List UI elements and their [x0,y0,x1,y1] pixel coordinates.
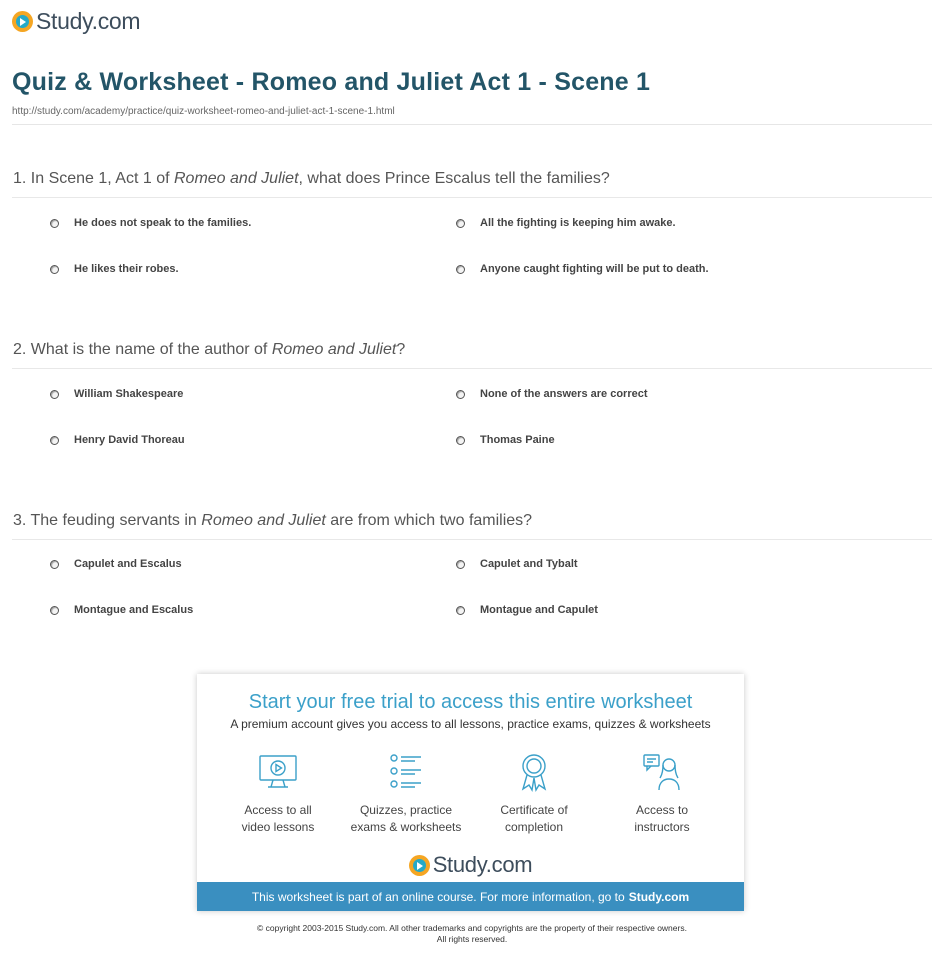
answer-option[interactable]: Henry David Thoreau [50,434,185,446]
radio-button-icon[interactable] [456,265,465,274]
study-link[interactable]: Study.com [628,889,690,904]
video-lesson-icon [258,752,298,792]
radio-button-icon[interactable] [50,265,59,274]
question-3 [12,512,932,540]
radio-button-icon[interactable] [456,390,465,399]
answer-option[interactable]: Capulet and Escalus [50,558,182,570]
copyright: © copyright 2003-2015 Study.com. All other trademarks and copyrights are the property of their respective owners. All rights reserved. [257,923,687,944]
answer-option[interactable]: He likes their robes. [50,263,179,275]
instructor-icon [642,752,682,792]
divider [12,539,932,540]
question-text: 1. In Scene 1, Act 1 of Romeo and Juliet, what does Prince Escalus tell the families? [13,170,610,187]
radio-button-icon[interactable] [50,436,59,445]
play-logo-icon [12,11,33,32]
radio-button-icon[interactable] [50,606,59,615]
feature-quizzes: Quizzes, practice exams & worksheets [341,752,471,836]
answer-option[interactable]: Anyone caught fighting will be put to death. [456,263,709,275]
study-logo[interactable] [12,8,140,35]
answer-option[interactable]: Capulet and Tybalt [456,558,578,570]
feature-video-lessons: Access to all video lessons [213,752,343,836]
radio-button-icon[interactable] [456,219,465,228]
answer-option[interactable]: Thomas Paine [456,434,555,446]
divider [12,197,932,198]
radio-button-icon[interactable] [50,560,59,569]
question-2 [12,341,932,369]
free-trial-promo[interactable] [197,674,744,911]
logo-text: Study.com [36,8,141,34]
divider [12,124,932,125]
page-url: http://study.com/academy/practice/quiz-worksheet-romeo-and-juliet-act-1-scene-1.html [12,106,395,117]
radio-button-icon[interactable] [456,606,465,615]
radio-button-icon[interactable] [50,390,59,399]
question-text: 2. What is the name of the author of Romeo and Juliet? [13,341,406,358]
promo-footer-bar[interactable]: This worksheet is part of an online course. For more information, go to Study.com [197,882,744,911]
quiz-list-icon [386,752,426,792]
promo-headline: Start your free trial to access this entire worksheet [248,691,693,713]
answer-option[interactable]: All the fighting is keeping him awake. [456,217,676,229]
feature-certificate: Certificate of completion [469,752,599,836]
divider [12,368,932,369]
page-title: Quiz & Worksheet - Romeo and Juliet Act 1 - Scene 1 [12,68,651,96]
promo-logo: Study.com [197,852,744,878]
answer-option[interactable]: Montague and Capulet [456,604,598,616]
question-1 [12,170,932,198]
play-logo-icon [409,855,430,876]
radio-button-icon[interactable] [456,436,465,445]
radio-button-icon[interactable] [50,219,59,228]
certificate-icon [514,752,554,792]
answer-option[interactable]: William Shakespeare [50,388,183,400]
radio-button-icon[interactable] [456,560,465,569]
question-text: 3. The feuding servants in Romeo and Juliet are from which two families? [13,512,533,529]
answer-option[interactable]: Montague and Escalus [50,604,193,616]
promo-subhead: A premium account gives you access to all lessons, practice exams, quizzes & worksheets [230,717,711,731]
feature-instructors: Access to instructors [597,752,727,836]
answer-option[interactable]: He does not speak to the families. [50,217,251,229]
answer-option[interactable]: None of the answers are correct [456,388,648,400]
